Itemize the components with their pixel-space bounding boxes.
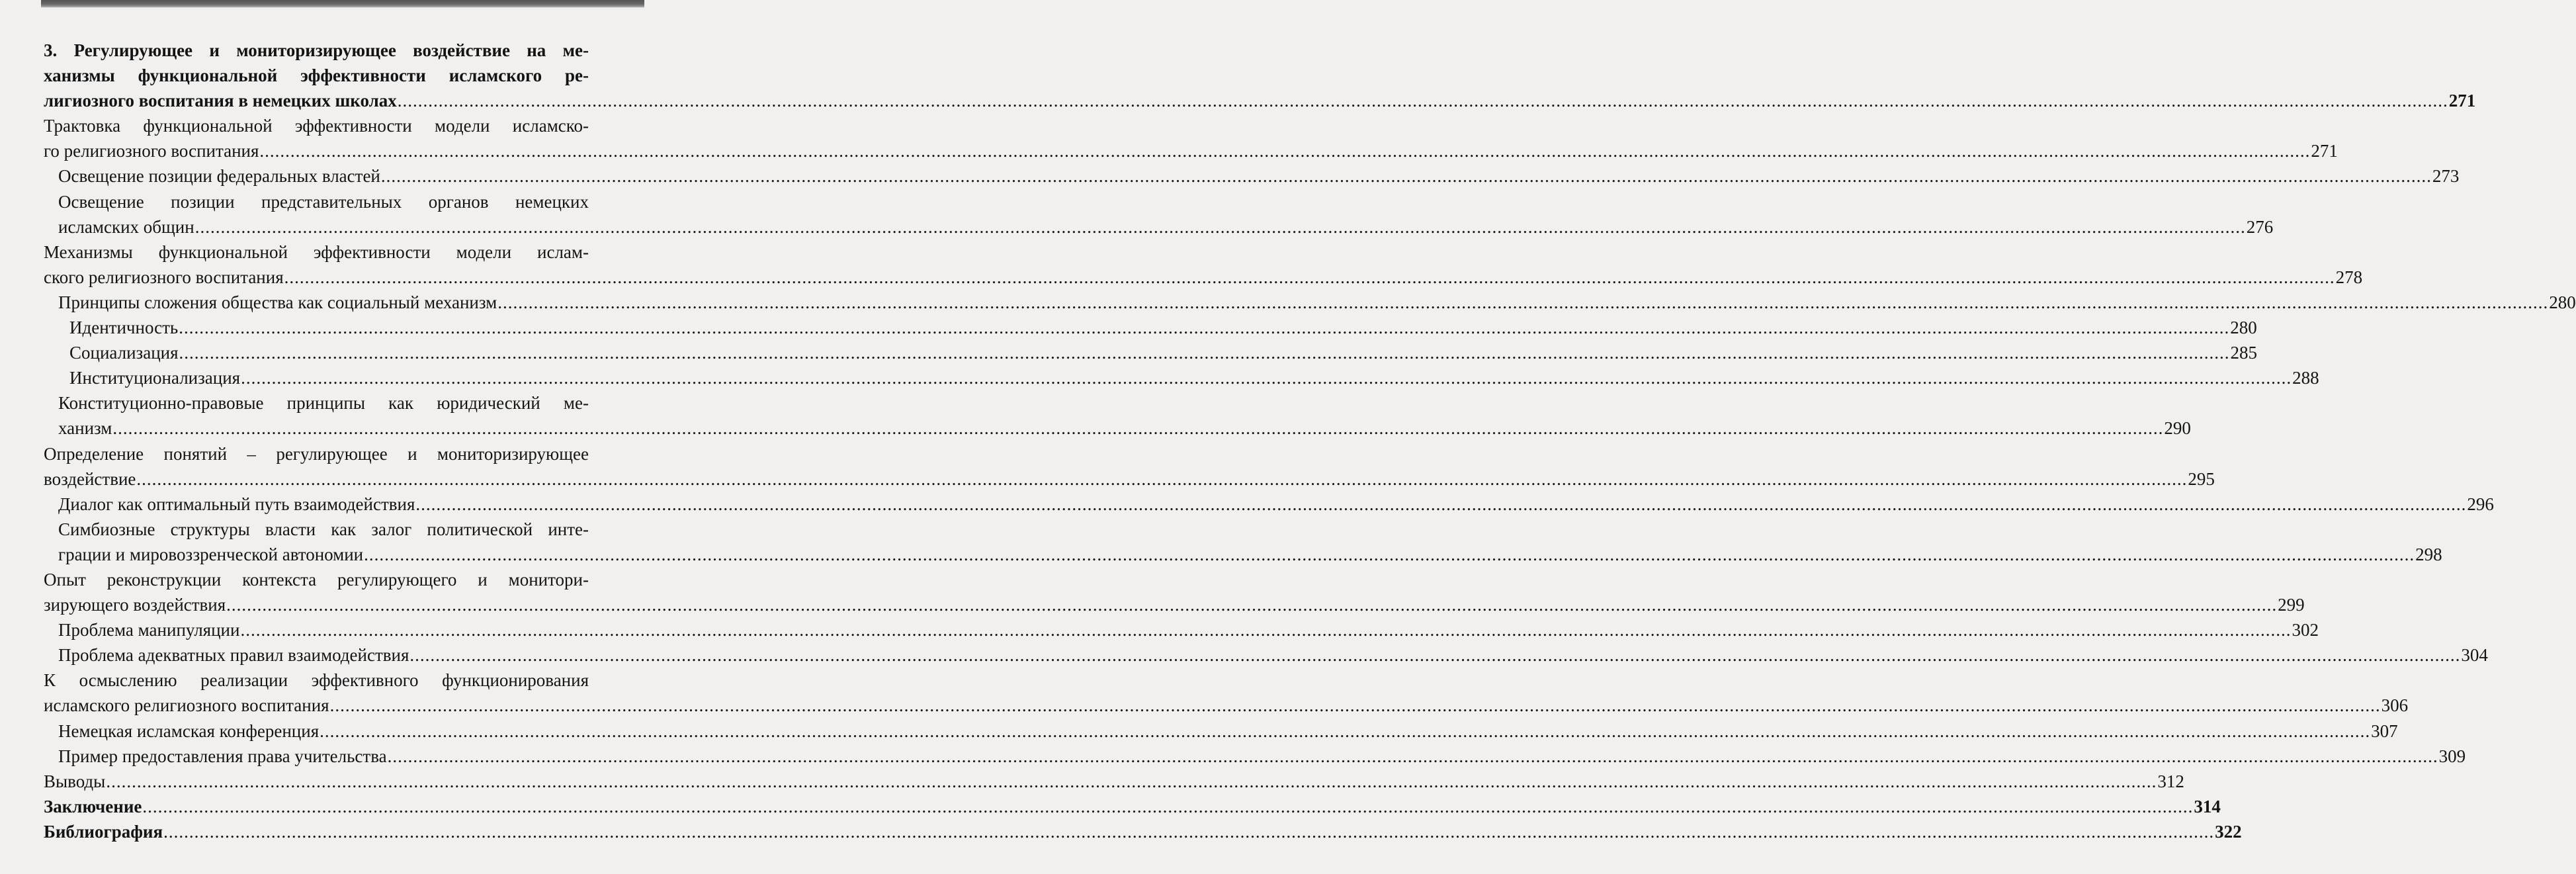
toc-entry-last-line	[44, 819, 2242, 844]
toc-entry-title: зирующего воздействия	[44, 595, 226, 615]
toc-entry-last-line	[69, 365, 2319, 390]
toc-entry-title-line: Симбиозные структуры власти как залог политической инте-	[58, 519, 589, 539]
toc-entry[interactable]	[44, 38, 2476, 113]
toc-entry[interactable]	[44, 492, 2494, 517]
toc-entry-title: ханизм	[58, 418, 112, 439]
dot-leader: ................................................................................................................................................................................................................................................................................................................................................................................................................	[226, 595, 2278, 615]
dot-leader: ................................................................................................................................................................................................................................................................................................................................................................................................................	[112, 418, 2164, 439]
dot-leader: ................................................................................................................................................................................................................................................................................................................................................................................................................	[179, 318, 2230, 338]
dot-leader: ................................................................................................................................................................................................................................................................................................................................................................................................................	[179, 343, 2230, 363]
toc-entry-last-line	[69, 315, 2257, 340]
toc-entry-page-number: 302	[2292, 620, 2319, 640]
toc-entry-title-line: Освещение позиции представительных органов немецких	[58, 191, 589, 212]
toc-entry-title: грации и мировоззренческой автономии	[58, 544, 364, 564]
toc-entry[interactable]	[44, 744, 2466, 769]
toc-entry[interactable]	[44, 240, 2363, 290]
toc-entry-title: Библиография	[44, 821, 163, 842]
toc-entry-page-number: 306	[2381, 695, 2409, 716]
table-of-contents	[44, 38, 2576, 844]
toc-entry-page-number: 299	[2278, 595, 2305, 615]
dot-leader: ................................................................................................................................................................................................................................................................................................................................................................................................................	[497, 292, 2549, 312]
toc-entry-last-line	[58, 719, 2398, 744]
toc-entry-title: воздействие	[44, 468, 136, 489]
toc-entry-title: Институционализация	[69, 368, 241, 388]
toc-entry[interactable]	[44, 819, 2242, 844]
toc-entry-last-line	[58, 492, 2494, 517]
toc-entry-title: Идентичность	[69, 318, 179, 338]
toc-entry[interactable]	[44, 668, 2409, 718]
toc-entry[interactable]	[44, 390, 2191, 441]
toc-entry-page-number: 307	[2371, 721, 2398, 741]
toc-entry-title-line: ханизмы функциональной эффективности исламского ре-	[44, 66, 589, 86]
toc-entry-last-line	[44, 138, 2338, 163]
toc-entry-title-line: Конституционно-правовые принципы как юридический ме-	[58, 393, 589, 414]
toc-entry-title-line: Определение понятий – регулирующее и мониторизирующее	[44, 443, 589, 464]
dot-leader: ................................................................................................................................................................................................................................................................................................................................................................................................................	[329, 695, 2381, 716]
toc-entry-title: Принципы сложения общества как социальный механизм	[58, 292, 497, 312]
dot-leader: ................................................................................................................................................................................................................................................................................................................................................................................................................	[259, 141, 2311, 161]
dot-leader: ................................................................................................................................................................................................................................................................................................................................................................................................................	[380, 166, 2432, 187]
toc-entry-last-line	[44, 769, 2184, 794]
toc-entry-page-number: 288	[2292, 368, 2319, 388]
toc-entry-last-line	[44, 466, 2215, 492]
dot-leader: ................................................................................................................................................................................................................................................................................................................................................................................................................	[240, 620, 2292, 640]
toc-entry-page-number: 271	[2311, 141, 2338, 161]
toc-entry-title: Социализация	[69, 343, 179, 363]
toc-entry-last-line	[58, 290, 2576, 315]
toc-entry-title-line: Опыт реконструкции контекста регулирующего и монитори-	[44, 569, 589, 590]
dot-leader: ................................................................................................................................................................................................................................................................................................................................................................................................................	[320, 721, 2371, 741]
toc-entry-page-number: 312	[2157, 771, 2184, 791]
toc-entry-title: ского религиозного воспитания	[44, 267, 284, 287]
toc-entry[interactable]	[44, 642, 2488, 668]
toc-entry-last-line	[58, 542, 2442, 567]
toc-entry-page-number: 322	[2215, 821, 2242, 842]
toc-entry-last-line	[58, 617, 2319, 642]
toc-entry[interactable]	[44, 567, 2305, 617]
toc-entry-last-line	[58, 163, 2460, 189]
toc-entry[interactable]	[44, 769, 2184, 794]
toc-entry-page-number: 314	[2194, 796, 2221, 816]
toc-entry-page-number: 280	[2230, 318, 2257, 338]
toc-entry-last-line	[58, 415, 2191, 441]
dot-leader: ................................................................................................................................................................................................................................................................................................................................................................................................................	[397, 91, 2448, 111]
toc-entry-page-number: 278	[2335, 267, 2363, 287]
dot-leader: ................................................................................................................................................................................................................................................................................................................................................................................................................	[136, 468, 2188, 489]
toc-entry-last-line	[58, 744, 2466, 769]
toc-entry-title: Проблема адекватных правил взаимодействия	[58, 645, 409, 666]
dot-leader: ................................................................................................................................................................................................................................................................................................................................................................................................................	[387, 746, 2438, 766]
toc-entry[interactable]	[44, 617, 2319, 642]
toc-entry[interactable]	[44, 517, 2442, 567]
toc-entry[interactable]	[44, 441, 2215, 492]
toc-entry-last-line	[44, 592, 2305, 617]
toc-entry-title: го религиозного воспитания	[44, 141, 259, 161]
toc-entry-title-line: Механизмы функциональной эффективности модели ислам-	[44, 241, 589, 262]
dot-leader: ................................................................................................................................................................................................................................................................................................................................................................................................................	[163, 821, 2215, 842]
toc-entry[interactable]	[44, 163, 2460, 189]
toc-entry-title: исламских общин	[58, 216, 194, 237]
toc-entry-title-line: Трактовка функциональной эффективности модели исламско-	[44, 116, 589, 136]
toc-entry[interactable]	[44, 794, 2221, 819]
toc-entry-page-number: 276	[2246, 216, 2274, 237]
toc-entry-title-line: К осмыслению реализации эффективного функционирования	[44, 670, 589, 691]
toc-entry-title: Немецкая исламская конференция	[58, 721, 320, 741]
dot-leader: ................................................................................................................................................................................................................................................................................................................................................................................................................	[194, 216, 2246, 237]
toc-entry-last-line	[44, 265, 2363, 290]
toc-entry-page-number: 304	[2461, 645, 2488, 666]
toc-entry-title: Заключение	[44, 796, 142, 816]
toc-entry-title: Выводы	[44, 771, 106, 791]
toc-entry-page-number: 296	[2467, 494, 2494, 514]
top-rule	[41, 0, 644, 8]
toc-entry-page-number: 309	[2438, 746, 2466, 766]
toc-entry[interactable]	[44, 719, 2398, 744]
dot-leader: ................................................................................................................................................................................................................................................................................................................................................................................................................	[284, 267, 2335, 287]
toc-entry[interactable]	[44, 365, 2319, 390]
toc-entry-title: Диалог как оптимальный путь взаимодействия	[58, 494, 415, 514]
toc-entry-last-line	[69, 340, 2258, 365]
toc-entry-page-number: 280	[2549, 292, 2576, 312]
toc-entry-last-line	[44, 693, 2409, 718]
toc-entry[interactable]	[44, 113, 2338, 163]
toc-entry-page-number: 271	[2448, 91, 2476, 111]
dot-leader: ................................................................................................................................................................................................................................................................................................................................................................................................................	[241, 368, 2292, 388]
dot-leader: ................................................................................................................................................................................................................................................................................................................................................................................................................	[364, 544, 2415, 564]
toc-entry-last-line	[44, 794, 2221, 819]
toc-entry-title: Проблема манипуляции	[58, 620, 240, 640]
dot-leader: ................................................................................................................................................................................................................................................................................................................................................................................................................	[106, 771, 2157, 791]
toc-entry[interactable]	[44, 340, 2258, 365]
toc-entry-page-number: 273	[2432, 166, 2460, 187]
toc-entry-page-number: 285	[2230, 343, 2258, 363]
toc-entry-last-line	[58, 214, 2274, 240]
toc-entry-page-number: 298	[2415, 544, 2442, 564]
dot-leader: ................................................................................................................................................................................................................................................................................................................................................................................................................	[142, 796, 2194, 816]
toc-entry[interactable]	[44, 189, 2274, 240]
toc-entry-page-number: 295	[2188, 468, 2215, 489]
toc-entry-last-line	[44, 88, 2476, 113]
toc-entry-title: лигиозного воспитания в немецких школах	[44, 91, 397, 111]
toc-entry[interactable]	[44, 315, 2257, 340]
toc-entry-title: Освещение позиции федеральных властей	[58, 166, 380, 187]
toc-entry-page-number: 290	[2164, 418, 2191, 439]
dot-leader: ................................................................................................................................................................................................................................................................................................................................................................................................................	[415, 494, 2467, 514]
toc-entry[interactable]	[44, 290, 2576, 315]
dot-leader: ................................................................................................................................................................................................................................................................................................................................................................................................................	[409, 645, 2461, 666]
toc-entry-title: Пример предоставления права учительства	[58, 746, 387, 766]
toc-entry-title-line: 3. Регулирующее и мониторизирующее воздействие на ме-	[44, 40, 589, 60]
toc-entry-title: исламского религиозного воспитания	[44, 695, 329, 716]
toc-entry-last-line	[58, 642, 2488, 668]
